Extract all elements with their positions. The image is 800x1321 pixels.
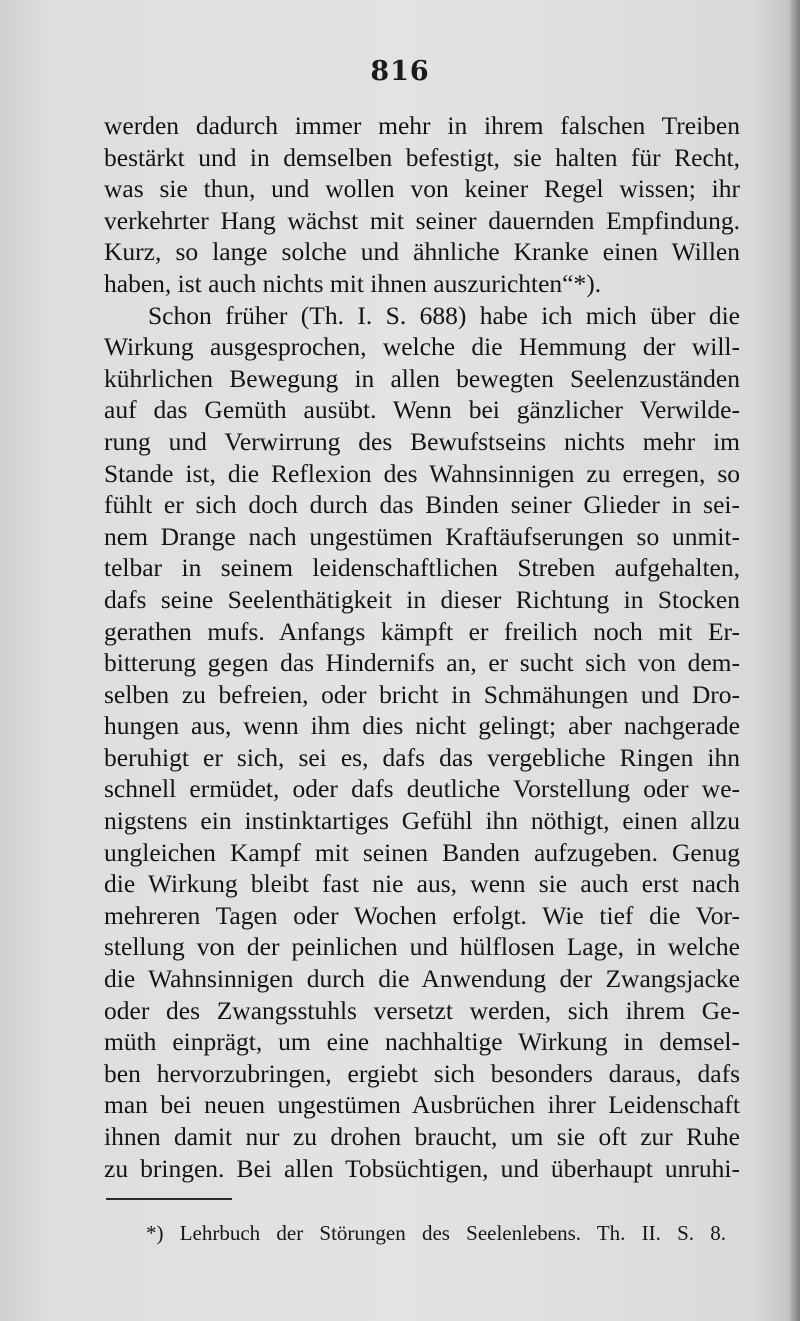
text-line: ihnen damit nur zu drohen braucht, um sie oft zur Ruhe — [104, 1122, 740, 1151]
text-line: nem Drange nach ungestümen Kraftäufserungen so unmit- — [104, 521, 740, 551]
page-edge-shadow — [788, 0, 800, 1321]
text-line: müth einprägt, um eine nachhaltige Wirkung in demsel- — [104, 1027, 740, 1057]
text-line: hungen aus, wenn ihm dies nicht gelingt; aber nachgerade — [104, 711, 740, 741]
text-line: Wirkung ausgesprochen, welche die Hemmung der will- — [104, 332, 740, 362]
text-line: Kurz, so lange solche und ähnliche Kranke einen Willen — [104, 237, 740, 267]
text-line: was sie thun, und wollen von keiner Regel wissen; ihr — [104, 174, 740, 204]
text-line: rung und Verwirrung des Bewufstseins nichts mehr im — [104, 426, 740, 456]
text-line: die Wirkung bleibt fast nie aus, wenn sie auch erst nach — [104, 869, 740, 899]
text-line: stellung von der peinlichen und hülflosen Lage, in welche — [104, 932, 740, 962]
text-line: haben, ist auch nichts mit ihnen auszurichten“*). — [104, 268, 602, 298]
text-line: bestärkt und in demselben befestigt, sie halten für Recht, — [104, 142, 740, 172]
text-line: verkehrter Hang wächst mit seiner dauernden Empfindung. — [104, 205, 740, 235]
text-line: beruhigt er sich, sei es, dafs das vergebliche Ringen ihn — [104, 742, 740, 772]
main-text — [104, 110, 740, 1184]
text-line: auf das Gemüth ausübt. Wenn bei gänzlicher Verwilde- — [104, 395, 740, 425]
text-line: oder des Zwangsstuhls versetzt werden, sich ihrem Ge- — [104, 995, 740, 1025]
text-line: telbar in seinem leidenschaftlichen Streben aufgehalten, — [104, 553, 740, 583]
text-line: Stande ist, die Reflexion des Wahnsinnigen zu erregen, so — [104, 458, 740, 488]
text-line: ben hervorzubringen, ergiebt sich besonders daraus, dafs — [104, 1058, 740, 1088]
text-line: dafs seine Seelenthätigkeit in dieser Richtung in Stocken — [104, 584, 740, 614]
text-line: man bei neuen ungestümen Ausbrüchen ihrer Leidenschaft — [104, 1090, 740, 1120]
page-number: 816 — [370, 56, 430, 87]
text-line: fühlt er sich doch durch das Binden seiner Glieder in sei- — [104, 490, 740, 520]
text-line: werden dadurch immer mehr in ihrem falschen Treiben — [104, 111, 740, 140]
text-line: gerathen mufs. Anfangs kämpft er freilich noch mit Er- — [104, 616, 740, 646]
text-line: bitterung gegen das Hindernifs an, er sucht sich von dem- — [104, 648, 740, 678]
text-line: selben zu befreien, oder bricht in Schmähungen und Dro- — [104, 679, 740, 709]
text-line: Schon früher (Th. I. S. 688) habe ich mich über die — [148, 300, 740, 330]
text-line: ungleichen Kampf mit seinen Banden aufzugeben. Genug — [104, 837, 740, 867]
footnote: *) Lehrbuch der Störungen des Seelenlebens. Th. II. S. 8. — [146, 1221, 726, 1245]
text-line: schnell ermüdet, oder dafs deutliche Vorstellung oder we- — [104, 774, 740, 804]
text-line: kührlichen Bewegung in allen bewegten Seelenzuständen — [104, 363, 740, 393]
text-line: nigstens ein instinktartiges Gefühl ihn nöthigt, einen allzu — [104, 806, 740, 836]
footnote-divider — [106, 1198, 232, 1200]
text-line: die Wahnsinnigen durch die Anwendung der Zwangsjacke — [104, 964, 740, 994]
text-line: zu bringen. Bei allen Tobsüchtigen, und überhaupt unruhi- — [104, 1153, 740, 1183]
text-line: mehreren Tagen oder Wochen erfolgt. Wie tief die Vor- — [104, 900, 740, 930]
